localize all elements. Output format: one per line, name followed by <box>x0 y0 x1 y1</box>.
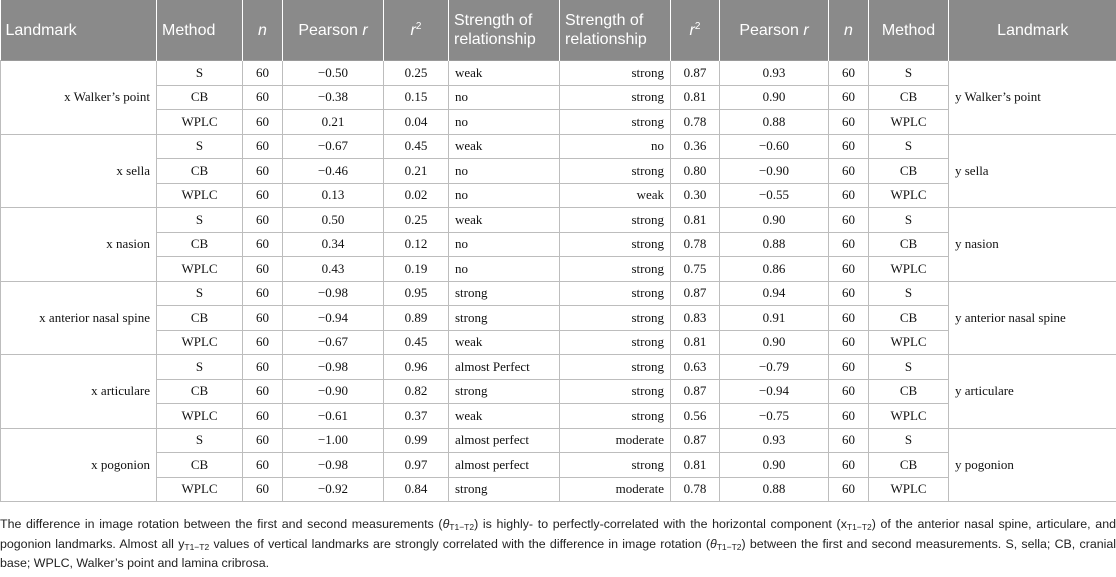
cell-r2-y: 0.87 <box>671 281 720 306</box>
cell-r2-x: 0.89 <box>384 306 449 331</box>
cell-method-right: CB <box>869 85 949 110</box>
cell-r2-y: 0.56 <box>671 404 720 429</box>
header-n-left-text: n <box>258 21 267 39</box>
cell-r2-x: 0.95 <box>384 281 449 306</box>
cell-n-left: 60 <box>243 428 283 453</box>
cell-method-left: S <box>157 208 243 233</box>
cell-method-right: WPLC <box>869 330 949 355</box>
cell-method-left: S <box>157 281 243 306</box>
cell-method-left: WPLC <box>157 330 243 355</box>
header-r2-left-r: r <box>410 21 416 39</box>
cell-n-right: 60 <box>829 257 869 282</box>
cell-pearson-x: −0.98 <box>283 281 384 306</box>
cell-pearson-x: −1.00 <box>283 428 384 453</box>
cell-n-left: 60 <box>243 208 283 233</box>
cell-pearson-x: −0.92 <box>283 477 384 502</box>
cell-method-right: S <box>869 61 949 86</box>
cell-r2-x: 0.45 <box>384 330 449 355</box>
header-pearson-left-word: Pearson <box>298 21 358 39</box>
footnote-y: y <box>178 536 185 551</box>
cell-landmark-x: x articulare <box>1 355 157 429</box>
table-row <box>1 355 1116 380</box>
header-n-left <box>243 0 283 61</box>
cell-r2-y: 0.78 <box>671 232 720 257</box>
cell-method-left: WPLC <box>157 257 243 282</box>
cell-method-right: CB <box>869 159 949 184</box>
cell-landmark-y: y pogonion <box>949 428 1116 502</box>
cell-strength-x: strong <box>449 379 560 404</box>
table-body <box>1 61 1116 502</box>
cell-strength-x: almost perfect <box>449 428 560 453</box>
cell-r2-x: 0.82 <box>384 379 449 404</box>
cell-strength-x: no <box>449 110 560 135</box>
table-row <box>1 281 1116 306</box>
cell-strength-x: weak <box>449 61 560 86</box>
table-header <box>1 0 1116 61</box>
header-pearson-right-word: Pearson <box>739 21 799 39</box>
cell-strength-x: weak <box>449 134 560 159</box>
cell-n-left: 60 <box>243 453 283 478</box>
cell-pearson-x: −0.67 <box>283 134 384 159</box>
cell-n-left: 60 <box>243 477 283 502</box>
cell-pearson-x: −0.61 <box>283 404 384 429</box>
cell-strength-x: almost perfect <box>449 453 560 478</box>
cell-strength-x: no <box>449 85 560 110</box>
cell-r2-y: 0.63 <box>671 355 720 380</box>
cell-strength-y: strong <box>560 85 671 110</box>
header-n-right-text: n <box>844 21 853 39</box>
cell-method-left: WPLC <box>157 183 243 208</box>
cell-n-left: 60 <box>243 281 283 306</box>
header-landmark-right: Landmark <box>949 0 1116 61</box>
cell-r2-x: 0.99 <box>384 428 449 453</box>
table-row <box>1 208 1116 233</box>
cell-method-right: S <box>869 355 949 380</box>
cell-method-left: S <box>157 428 243 453</box>
header-r2-right-r: r <box>689 21 695 39</box>
cell-strength-y: weak <box>560 183 671 208</box>
cell-strength-y: strong <box>560 306 671 331</box>
cell-pearson-y: 0.88 <box>720 232 829 257</box>
cell-pearson-y: −0.94 <box>720 379 829 404</box>
header-strength-right: Strength of relationship <box>560 0 671 61</box>
header-pearson-right <box>720 0 829 61</box>
cell-pearson-x: −0.50 <box>283 61 384 86</box>
cell-n-right: 60 <box>829 379 869 404</box>
cell-method-right: S <box>869 208 949 233</box>
header-r2-right <box>671 0 720 61</box>
cell-method-right: S <box>869 134 949 159</box>
cell-n-right: 60 <box>829 477 869 502</box>
cell-method-right: WPLC <box>869 404 949 429</box>
cell-strength-y: strong <box>560 159 671 184</box>
cell-method-right: S <box>869 428 949 453</box>
cell-method-left: CB <box>157 159 243 184</box>
table-row <box>1 61 1116 86</box>
cell-r2-y: 0.81 <box>671 453 720 478</box>
header-method-left: Method <box>157 0 243 61</box>
header-pearson-left <box>283 0 384 61</box>
cell-n-right: 60 <box>829 281 869 306</box>
cell-r2-x: 0.15 <box>384 85 449 110</box>
cell-strength-x: weak <box>449 404 560 429</box>
cell-landmark-x: x nasion <box>1 208 157 282</box>
footnote-x: x <box>840 517 847 531</box>
cell-n-left: 60 <box>243 257 283 282</box>
cell-pearson-y: 0.90 <box>720 208 829 233</box>
cell-strength-x: no <box>449 183 560 208</box>
cell-strength-y: strong <box>560 355 671 380</box>
cell-strength-y: no <box>560 134 671 159</box>
cell-pearson-y: 0.88 <box>720 110 829 135</box>
cell-n-left: 60 <box>243 134 283 159</box>
cell-n-left: 60 <box>243 232 283 257</box>
cell-n-right: 60 <box>829 306 869 331</box>
cell-pearson-x: −0.90 <box>283 379 384 404</box>
cell-n-right: 60 <box>829 404 869 429</box>
cell-method-left: S <box>157 61 243 86</box>
cell-strength-x: weak <box>449 208 560 233</box>
cell-r2-x: 0.25 <box>384 208 449 233</box>
cell-n-right: 60 <box>829 110 869 135</box>
cell-pearson-y: 0.86 <box>720 257 829 282</box>
cell-strength-x: weak <box>449 330 560 355</box>
cell-strength-x: no <box>449 257 560 282</box>
cell-n-left: 60 <box>243 183 283 208</box>
cell-method-left: S <box>157 355 243 380</box>
cell-n-right: 60 <box>829 61 869 86</box>
cell-strength-y: strong <box>560 257 671 282</box>
cell-n-right: 60 <box>829 85 869 110</box>
cell-r2-y: 0.78 <box>671 110 720 135</box>
cell-pearson-x: −0.94 <box>283 306 384 331</box>
cell-n-right: 60 <box>829 355 869 380</box>
cell-r2-y: 0.36 <box>671 134 720 159</box>
cell-pearson-y: 0.90 <box>720 85 829 110</box>
cell-pearson-x: 0.34 <box>283 232 384 257</box>
cell-landmark-x: x sella <box>1 134 157 208</box>
cell-r2-x: 0.21 <box>384 159 449 184</box>
cell-strength-y: strong <box>560 281 671 306</box>
cell-pearson-x: 0.43 <box>283 257 384 282</box>
cell-n-right: 60 <box>829 159 869 184</box>
footnote-theta-1: θ <box>442 517 450 531</box>
cell-n-right: 60 <box>829 134 869 159</box>
cell-strength-y: moderate <box>560 428 671 453</box>
header-method-right: Method <box>869 0 949 61</box>
cell-pearson-y: 0.90 <box>720 453 829 478</box>
cell-strength-x: no <box>449 232 560 257</box>
header-strength-left: Strength of relationship <box>449 0 560 61</box>
cell-pearson-x: −0.98 <box>283 355 384 380</box>
header-n-right <box>829 0 869 61</box>
cell-r2-x: 0.25 <box>384 61 449 86</box>
cell-method-left: CB <box>157 379 243 404</box>
cell-r2-x: 0.97 <box>384 453 449 478</box>
cell-method-right: CB <box>869 379 949 404</box>
table-row <box>1 134 1116 159</box>
cell-n-right: 60 <box>829 183 869 208</box>
cell-landmark-y: y anterior nasal spine <box>949 281 1116 355</box>
cell-pearson-y: 0.91 <box>720 306 829 331</box>
footnote-text-5: ) between the first and second measurements. S, sella; CB, cranial base; WPLC, Walker’s point and lamina cribrosa. <box>0 536 1116 570</box>
cell-r2-y: 0.81 <box>671 85 720 110</box>
footnote-sub-2: T1−T2 <box>846 522 872 532</box>
header-landmark-left: Landmark <box>1 0 157 61</box>
cell-method-left: CB <box>157 85 243 110</box>
cell-strength-x: strong <box>449 281 560 306</box>
cell-pearson-x: 0.50 <box>283 208 384 233</box>
cell-landmark-y: y articulare <box>949 355 1116 429</box>
table-row <box>1 428 1116 453</box>
cell-landmark-y: y Walker’s point <box>949 61 1116 135</box>
cell-landmark-x: x Walker’s point <box>1 61 157 135</box>
cell-method-right: CB <box>869 453 949 478</box>
cell-n-right: 60 <box>829 330 869 355</box>
cell-pearson-x: −0.38 <box>283 85 384 110</box>
cell-strength-y: strong <box>560 330 671 355</box>
cell-method-right: WPLC <box>869 257 949 282</box>
cell-n-left: 60 <box>243 85 283 110</box>
cell-pearson-x: 0.21 <box>283 110 384 135</box>
cell-strength-x: strong <box>449 306 560 331</box>
cell-method-right: CB <box>869 306 949 331</box>
header-r2-right-sup: 2 <box>694 20 701 32</box>
cell-r2-y: 0.87 <box>671 428 720 453</box>
cell-pearson-y: −0.75 <box>720 404 829 429</box>
cell-pearson-y: −0.60 <box>720 134 829 159</box>
footnote-sub-3: T1−T2 <box>184 541 210 552</box>
cell-strength-y: strong <box>560 208 671 233</box>
cell-n-right: 60 <box>829 208 869 233</box>
cell-r2-x: 0.96 <box>384 355 449 380</box>
cell-r2-x: 0.84 <box>384 477 449 502</box>
cell-pearson-y: 0.93 <box>720 61 829 86</box>
footnote-sub-4: T1−T2 <box>716 541 742 552</box>
cell-strength-y: strong <box>560 232 671 257</box>
footnote-theta-2: θ <box>709 536 717 551</box>
header-r2-left-sup: 2 <box>415 20 422 32</box>
cell-pearson-x: −0.98 <box>283 453 384 478</box>
cell-pearson-y: 0.94 <box>720 281 829 306</box>
cell-method-left: WPLC <box>157 404 243 429</box>
cell-method-right: WPLC <box>869 110 949 135</box>
header-pearson-right-r: r <box>803 21 809 39</box>
cell-r2-y: 0.83 <box>671 306 720 331</box>
cell-r2-x: 0.02 <box>384 183 449 208</box>
cell-pearson-y: 0.90 <box>720 330 829 355</box>
footnote-text-1: The difference in image rotation between the first and second measurements ( <box>0 517 443 531</box>
footnote-text-3: ) of the anterior nasal spine, articulare, and pogonion landmarks. Almost all <box>0 517 1116 551</box>
cell-pearson-x: −0.46 <box>283 159 384 184</box>
cell-n-left: 60 <box>243 379 283 404</box>
cell-n-left: 60 <box>243 355 283 380</box>
cell-r2-x: 0.04 <box>384 110 449 135</box>
cell-pearson-y: −0.55 <box>720 183 829 208</box>
cell-strength-y: moderate <box>560 477 671 502</box>
header-pearson-left-r: r <box>362 21 368 39</box>
cell-n-right: 60 <box>829 232 869 257</box>
cell-method-left: CB <box>157 306 243 331</box>
cell-method-left: S <box>157 134 243 159</box>
cell-strength-y: strong <box>560 61 671 86</box>
cell-landmark-y: y nasion <box>949 208 1116 282</box>
cell-strength-x: strong <box>449 477 560 502</box>
cell-method-right: S <box>869 281 949 306</box>
cell-r2-y: 0.81 <box>671 208 720 233</box>
cell-r2-x: 0.19 <box>384 257 449 282</box>
cell-r2-y: 0.87 <box>671 379 720 404</box>
cell-pearson-y: −0.79 <box>720 355 829 380</box>
cell-pearson-y: −0.90 <box>720 159 829 184</box>
cell-n-left: 60 <box>243 330 283 355</box>
cell-pearson-x: −0.67 <box>283 330 384 355</box>
cell-method-left: CB <box>157 453 243 478</box>
cell-method-left: WPLC <box>157 110 243 135</box>
cell-r2-x: 0.45 <box>384 134 449 159</box>
cell-method-right: CB <box>869 232 949 257</box>
cell-strength-x: no <box>449 159 560 184</box>
cell-method-right: WPLC <box>869 183 949 208</box>
cell-r2-y: 0.30 <box>671 183 720 208</box>
cell-r2-x: 0.37 <box>384 404 449 429</box>
cell-r2-y: 0.75 <box>671 257 720 282</box>
cell-n-left: 60 <box>243 61 283 86</box>
cell-n-left: 60 <box>243 306 283 331</box>
cell-pearson-y: 0.88 <box>720 477 829 502</box>
header-r2-left <box>384 0 449 61</box>
cell-pearson-y: 0.93 <box>720 428 829 453</box>
footnote-sub-1: T1−T2 <box>449 522 475 532</box>
cell-n-left: 60 <box>243 404 283 429</box>
cell-landmark-y: y sella <box>949 134 1116 208</box>
cell-r2-x: 0.12 <box>384 232 449 257</box>
cell-strength-y: strong <box>560 110 671 135</box>
cell-r2-y: 0.87 <box>671 61 720 86</box>
cell-strength-y: strong <box>560 453 671 478</box>
cell-method-left: CB <box>157 232 243 257</box>
cell-strength-x: almost Perfect <box>449 355 560 380</box>
cell-r2-y: 0.78 <box>671 477 720 502</box>
cell-n-left: 60 <box>243 110 283 135</box>
cell-r2-y: 0.80 <box>671 159 720 184</box>
footnote-text-4: values of vertical landmarks are strongly correlated with the difference in image rotation ( <box>209 536 710 551</box>
table-footnote <box>0 515 1116 574</box>
cell-n-right: 60 <box>829 428 869 453</box>
cell-n-left: 60 <box>243 159 283 184</box>
footnote-text-2: ) is highly- to perfectly-correlated with the horizontal component ( <box>474 517 841 531</box>
cell-method-left: WPLC <box>157 477 243 502</box>
cell-landmark-x: x anterior nasal spine <box>1 281 157 355</box>
cell-n-right: 60 <box>829 453 869 478</box>
cell-r2-y: 0.81 <box>671 330 720 355</box>
cell-landmark-x: x pogonion <box>1 428 157 502</box>
cell-strength-y: strong <box>560 404 671 429</box>
cell-method-right: WPLC <box>869 477 949 502</box>
cell-pearson-x: 0.13 <box>283 183 384 208</box>
cell-strength-y: strong <box>560 379 671 404</box>
